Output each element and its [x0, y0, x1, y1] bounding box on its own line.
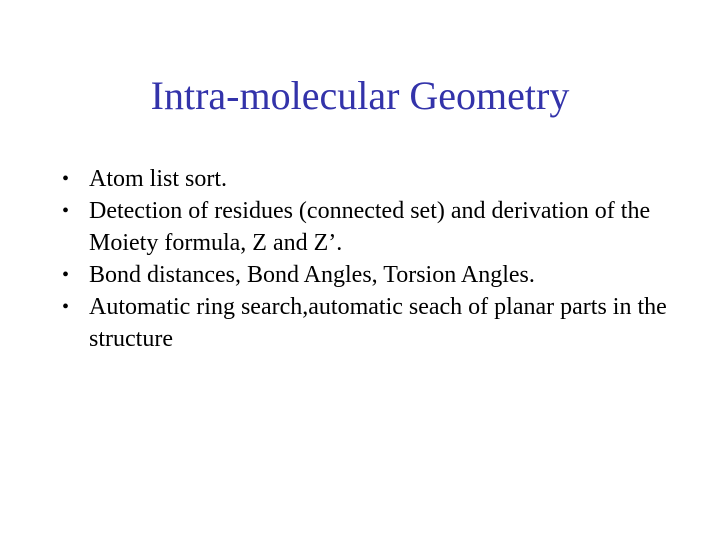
bullet-item — [54, 291, 674, 355]
slide-title: Intra-molecular Geometry — [150, 73, 570, 118]
bullet-icon: • — [62, 264, 70, 286]
bullet-text: Detection of residues (connected set) and derivation of the Moiety formula, Z and Z’. — [89, 198, 651, 256]
bullet-text: Automatic ring search,automatic seach of planar parts in the structure — [89, 294, 667, 352]
bullet-item — [54, 195, 674, 259]
bullet-icon: • — [62, 296, 70, 318]
bullet-text: Bond distances, Bond Angles, Torsion Angles. — [89, 262, 535, 288]
bullet-item — [54, 163, 674, 195]
bullet-icon: • — [62, 200, 70, 222]
bullet-list — [54, 163, 674, 355]
bullet-item — [54, 259, 674, 291]
bullet-text: Atom list sort. — [89, 166, 228, 192]
bullet-icon: • — [62, 168, 70, 190]
